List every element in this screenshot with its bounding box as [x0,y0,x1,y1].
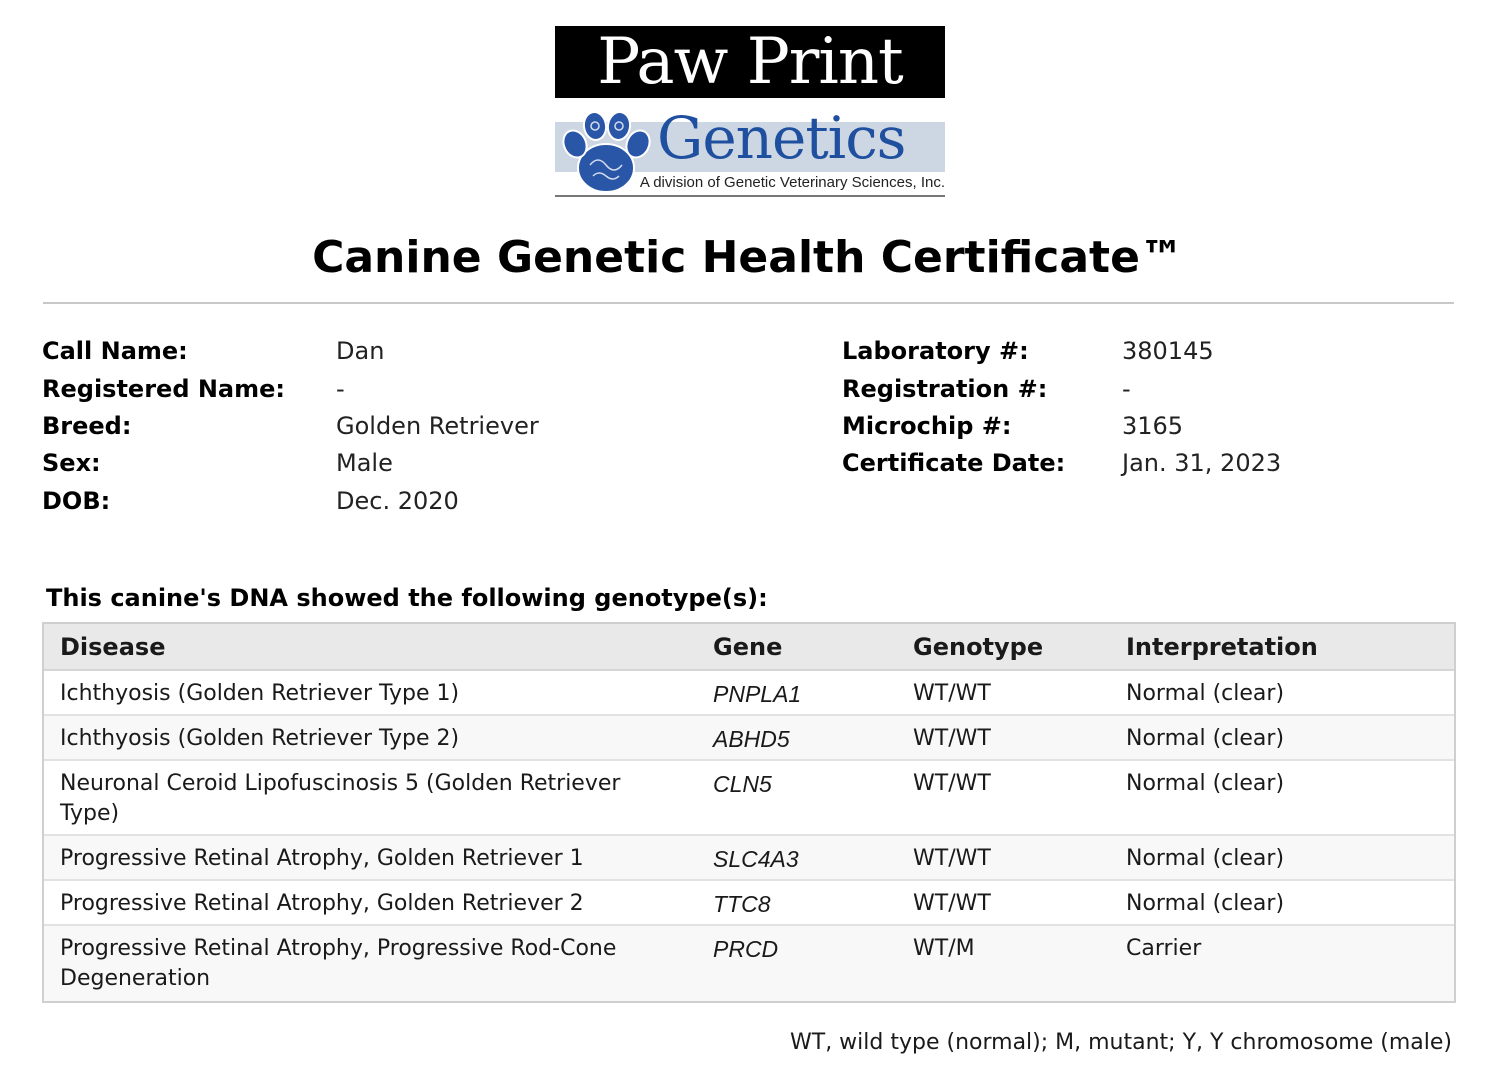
disease-cell: Ichthyosis (Golden Retriever Type 1) [60,681,460,706]
disease-cell: Progressive Retinal Atrophy, Golden Retriever 1 [60,846,584,871]
genotype-cell: WT/WT [913,681,991,706]
registration-number-value: - [1122,375,1131,403]
header-disease: Disease [60,633,166,661]
header-genotype: Genotype [913,633,1044,661]
gene-cell: PNPLA1 [713,681,802,707]
registration-number-label: Registration #: [842,375,1048,403]
interpretation-cell: Normal (clear) [1126,681,1285,706]
title-divider [43,302,1454,304]
logo-wordmark-genetics: Genetics [657,104,906,172]
genotype-cell: WT/WT [913,846,991,871]
certificate-title: Canine Genetic Health Certificate™ [312,232,1184,283]
header-interpretation: Interpretation [1126,633,1318,661]
gene-cell: SLC4A3 [713,846,799,872]
disease-cell: Progressive Retinal Atrophy, Progressive Rod-Cone Degeneration [60,936,617,991]
certificate-date-value: Jan. 31, 2023 [1122,449,1282,477]
table-row [44,761,1454,836]
header-gene: Gene [713,633,783,661]
laboratory-number-label: Laboratory #: [842,337,1029,365]
table-row [44,926,1454,1001]
abbreviation-legend: WT, wild type (normal); M, mutant; Y, Y chromosome (male) [790,1030,1452,1055]
table-header-row [44,624,1454,671]
genotype-cell: WT/M [913,936,975,961]
company-logo [555,26,945,198]
breed-label: Breed: [42,412,132,440]
interpretation-cell: Normal (clear) [1126,771,1285,796]
logo-underline [555,195,945,197]
genotype-cell: WT/WT [913,726,991,751]
registered-name-label: Registered Name: [42,375,286,403]
call-name-label: Call Name: [42,337,188,365]
dob-value: Dec. 2020 [336,487,459,515]
disease-cell: Neuronal Ceroid Lipofuscinosis 5 (Golden Retriever Type) [60,771,621,826]
genotype-cell: WT/WT [913,891,991,916]
table-row [44,881,1454,926]
logo-wordmark-top: Paw Print [555,26,945,98]
gene-cell: PRCD [713,936,779,962]
disease-cell: Progressive Retinal Atrophy, Golden Retriever 2 [60,891,584,916]
certificate-date-label: Certificate Date: [842,449,1066,477]
sex-value: Male [336,449,393,477]
microchip-number-label: Microchip #: [842,412,1012,440]
table-row [44,716,1454,761]
genotype-results-table [42,622,1456,1003]
genotype-cell: WT/WT [913,771,991,796]
disease-cell: Ichthyosis (Golden Retriever Type 2) [60,726,460,751]
laboratory-number-value: 380145 [1122,337,1214,365]
sex-label: Sex: [42,449,101,477]
call-name-value: Dan [336,337,385,365]
dob-label: DOB: [42,487,111,515]
table-row [44,836,1454,881]
gene-cell: ABHD5 [713,726,790,752]
gene-cell: CLN5 [713,771,772,797]
breed-value: Golden Retriever [336,412,539,440]
interpretation-cell: Normal (clear) [1126,846,1285,871]
results-intro: This canine's DNA showed the following genotype(s): [46,584,768,612]
gene-cell: TTC8 [713,891,771,917]
registered-name-value: - [336,375,345,403]
table-row [44,671,1454,716]
microchip-number-value: 3165 [1122,412,1184,440]
interpretation-cell: Normal (clear) [1126,891,1285,916]
logo-division-text: A division of Genetic Veterinary Sciences, Inc. [639,174,945,191]
interpretation-cell: Normal (clear) [1126,726,1285,751]
interpretation-cell: Carrier [1126,936,1202,961]
